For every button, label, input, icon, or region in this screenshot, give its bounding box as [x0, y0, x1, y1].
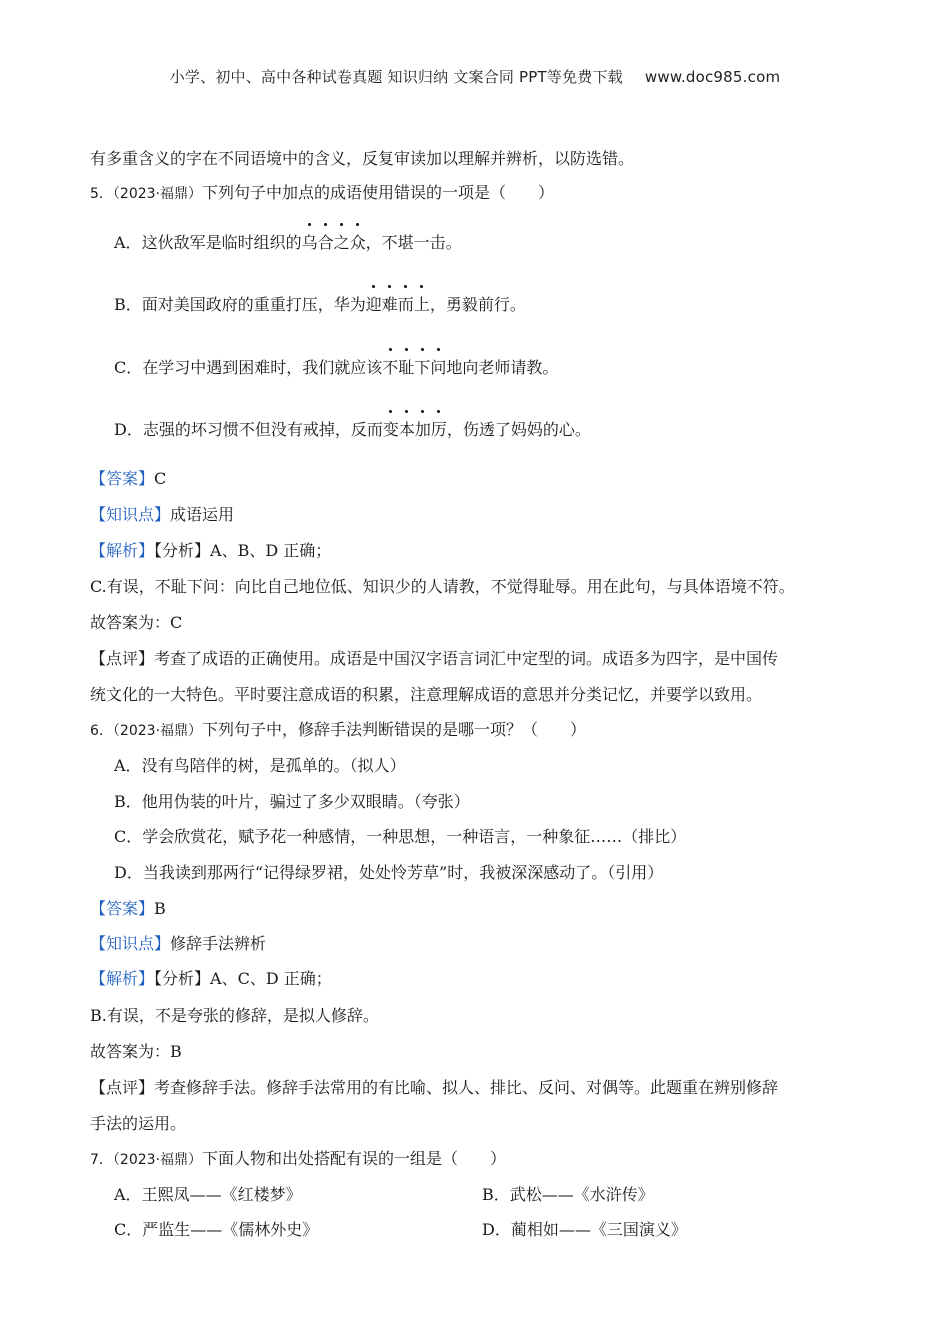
q5-option-text-after: 地向老师请教。	[446, 358, 559, 377]
knowledge-value: 成语运用	[170, 505, 235, 524]
q5-option-text: 面对美国政府的重重打压，华为	[141, 295, 366, 314]
q7-option-letter: A．	[114, 1185, 142, 1204]
q6-option-text: 没有鸟陪伴的树，是孤单的。（拟人）	[141, 756, 406, 775]
q6-number: 6．	[90, 723, 113, 739]
comment-text: 考查了成语的正确使用。成语是中国汉字语言词汇中定型的词。成语多为四字，是中国传	[154, 649, 779, 668]
intro-line: 有多重含义的字在不同语境中的含义，反复审读加以理解并辨析，以防选错。	[90, 149, 635, 168]
q5-knowledge	[90, 502, 234, 525]
q7-option-text: 蔺相如——《三国演义》	[510, 1220, 687, 1239]
answer-value: B	[154, 899, 166, 918]
answer-tag: 【答案】	[90, 469, 155, 488]
q5-option-text-after: ，不堪一击。	[365, 233, 462, 252]
dotted-char: 不	[382, 355, 398, 378]
q6-option-letter: B．	[114, 792, 142, 811]
q5-comment-cont: 统文化的一大特色。平时要注意成语的积累，注意理解成语的意思并分类记忆，并要学以致用。	[90, 685, 763, 704]
q5-option-a	[114, 230, 462, 253]
q6-option-text: 学会欣赏花，赋予花一种感情，一种思想，一种语言，一种象征……（排比）	[142, 827, 687, 846]
q5-detail: C.有误，不耻下问：向比自己地位低、知识少的人请教，不觉得耻辱。用在此句，与具体语境不符。	[90, 577, 795, 596]
q5-option-letter: B．	[114, 295, 142, 314]
q5-option-text-after: ，勇毅前行。	[429, 295, 526, 314]
q6-option-text: 当我读到那两行“记得绿罗裙，处处怜芳草”时，我被深深感动了。（引用）	[142, 863, 664, 882]
q7-source: （2023·福鼎）	[112, 1152, 203, 1168]
q6-source: （2023·福鼎）	[112, 723, 203, 739]
q6-option-text: 他用伪装的叶片，骗过了多少双眼睛。（夸张）	[141, 792, 470, 811]
q5-final: 故答案为：C	[90, 613, 183, 632]
answer-value: C	[154, 469, 167, 488]
q6-stem-line	[90, 717, 586, 740]
q7-option-text: 严监生——《儒林外史》	[142, 1220, 319, 1239]
q5-option-letter: D．	[114, 420, 143, 439]
q6-option-letter: C．	[114, 827, 143, 846]
q6-option-a	[114, 753, 406, 776]
q7-stem-line	[90, 1146, 506, 1169]
q7-option-letter: B．	[482, 1185, 510, 1204]
q7-option-text: 王熙凤——《红楼梦》	[141, 1185, 302, 1204]
q5-option-text: 志强的坏习惯不但没有戒掉，反而	[142, 420, 383, 439]
comment-tag: 【点评】	[90, 1078, 155, 1097]
dotted-char: 厉	[431, 417, 447, 440]
q6-option-letter: D．	[114, 863, 143, 882]
dotted-char: 加	[415, 417, 431, 440]
q5-comment	[90, 646, 778, 669]
q5-source: （2023·福鼎）	[112, 186, 203, 202]
dotted-char: 上	[414, 292, 430, 315]
q6-stem: 下列句子中，修辞手法判断错误的是哪一项？（ ）	[202, 720, 587, 739]
q5-option-b	[114, 292, 526, 315]
dotted-char: 变	[383, 417, 399, 440]
q5-answer	[90, 466, 166, 489]
q6-detail: B.有误，不是夸张的修辞，是拟人修辞。	[90, 1006, 379, 1025]
page-header	[0, 66, 950, 87]
analysis-text: A、C、D 正确；	[210, 969, 332, 988]
q5-option-d	[114, 417, 591, 440]
q6-analysis	[90, 966, 332, 989]
answer-tag: 【答案】	[90, 899, 155, 918]
q5-option-text-after: ，伤透了妈妈的心。	[446, 420, 591, 439]
q7-number: 7．	[90, 1152, 113, 1168]
q6-comment-cont: 手法的运用。	[90, 1114, 187, 1133]
dotted-char: 而	[398, 292, 414, 315]
q5-analysis	[90, 538, 331, 561]
dotted-char: 乌	[302, 230, 318, 253]
q5-stem-line	[90, 180, 554, 203]
dotted-char: 迎	[366, 292, 382, 315]
q6-option-letter: A．	[114, 756, 142, 775]
q7-option-letter: C．	[114, 1220, 143, 1239]
analysis-tag: 【解析】	[90, 541, 155, 560]
dotted-char: 之	[334, 230, 350, 253]
q5-option-text: 在学习中遇到困难时，我们就应该	[142, 358, 383, 377]
q5-option-c	[114, 355, 558, 378]
dotted-char: 问	[430, 355, 446, 378]
q6-answer	[90, 896, 166, 919]
analysis-text: A、B、D 正确；	[210, 541, 332, 560]
dotted-char: 耻	[398, 355, 414, 378]
dotted-char: 众	[350, 230, 366, 253]
q6-comment	[90, 1075, 778, 1098]
q7-option-b	[482, 1182, 654, 1205]
q5-option-letter: A．	[114, 233, 142, 252]
dotted-char: 下	[414, 355, 430, 378]
dotted-char: 本	[399, 417, 415, 440]
q6-final: 故答案为：B	[90, 1042, 182, 1061]
dotted-char: 合	[318, 230, 334, 253]
header-text: 小学、初中、高中各种试卷真题 知识归纳 文案合同 PPT等免费下载	[169, 68, 623, 86]
knowledge-tag: 【知识点】	[90, 505, 171, 524]
dotted-idiom	[383, 420, 447, 439]
comment-text: 考查修辞手法。修辞手法常用的有比喻、拟人、排比、反问、对偶等。此题重在辨别修辞	[154, 1078, 779, 1097]
q7-stem: 下面人物和出处搭配有误的一组是（ ）	[202, 1149, 507, 1168]
q6-option-c	[114, 824, 686, 847]
analysis-sub-tag: 【分析】	[154, 541, 211, 560]
q7-option-a	[114, 1182, 302, 1205]
q7-option-d	[482, 1217, 687, 1240]
q5-stem: 下列句子中加点的成语使用错误的一项是（ ）	[202, 183, 555, 202]
q7-option-letter: D．	[482, 1220, 511, 1239]
q6-knowledge	[90, 931, 266, 954]
dotted-idiom	[382, 358, 446, 377]
header-site-link[interactable]: www.doc985.com	[644, 68, 781, 86]
analysis-sub-tag: 【分析】	[154, 969, 211, 988]
analysis-tag: 【解析】	[90, 969, 155, 988]
q6-option-d	[114, 860, 663, 883]
q6-option-b	[114, 789, 470, 812]
q5-option-text: 这伙敌军是临时组织的	[141, 233, 302, 252]
knowledge-value: 修辞手法辨析	[170, 934, 267, 953]
q5-option-letter: C．	[114, 358, 143, 377]
dotted-idiom	[366, 295, 430, 314]
comment-tag: 【点评】	[90, 649, 155, 668]
dotted-idiom	[302, 233, 366, 252]
dotted-char: 难	[382, 292, 398, 315]
q5-number: 5．	[90, 186, 113, 202]
q7-option-text: 武松——《水浒传》	[509, 1185, 654, 1204]
knowledge-tag: 【知识点】	[90, 934, 171, 953]
q7-option-c	[114, 1217, 318, 1240]
